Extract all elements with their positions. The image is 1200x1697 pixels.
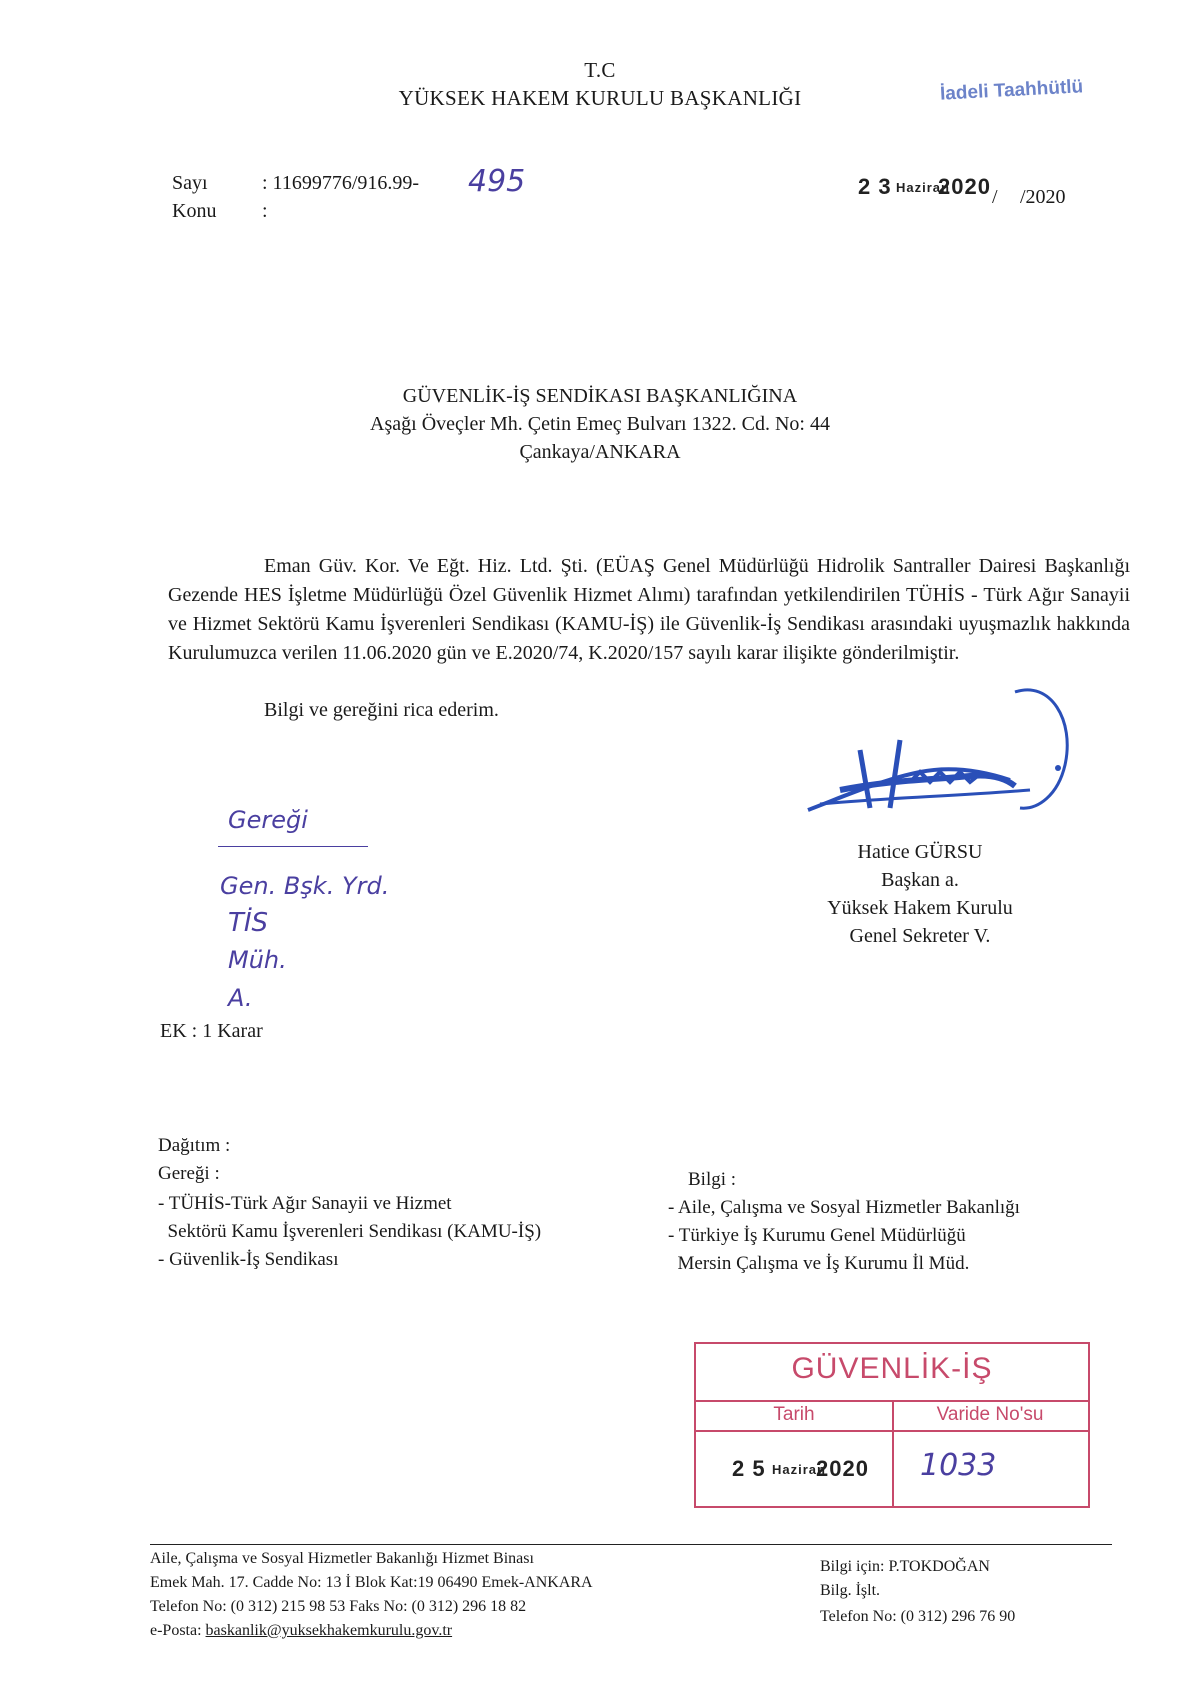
signatory-name: Hatice GÜRSU <box>857 841 983 863</box>
bilgi-item-1: - Aile, Çalışma ve Sosyal Hizmetler Bakanlığı <box>668 1197 1020 1218</box>
footer-email-row <box>150 1620 452 1642</box>
recipient-name: GÜVENLİK-İŞ SENDİKASI BAŞKANLIĞINA <box>402 385 798 407</box>
footer-info-title: Bilg. İşlt. <box>820 1582 881 1599</box>
distribution-label: Dağıtım : <box>158 1135 231 1156</box>
geregi-item-1: - TÜHİS-Türk Ağır Sanayii ve Hizmet <box>158 1193 452 1214</box>
date-slash: / <box>992 186 998 208</box>
konu-value: : <box>262 200 268 222</box>
header-institution: YÜKSEK HAKEM KURULU BAŞKANLIĞI <box>398 86 802 110</box>
receipt-stamp-date-header: Tarih <box>773 1404 815 1425</box>
recipient-address-line2: Çankaya/ANKARA <box>519 441 681 463</box>
footer-rule <box>150 1544 1112 1545</box>
receipt-stamp-title: GÜVENLİK-İŞ <box>791 1352 993 1385</box>
receipt-stamp <box>694 1342 1090 1508</box>
receipt-date-year: 2020 <box>816 1456 869 1481</box>
footer-info-for: Bilgi için: P.TOKDOĞAN <box>820 1558 990 1575</box>
header-tc: T.C <box>584 58 616 82</box>
body-closing: Bilgi ve gereğini rica ederim. <box>264 699 499 721</box>
geregi-item-2: Sektörü Kamu İşverenleri Sendikası (KAMU-İŞ) <box>158 1221 542 1242</box>
signatory-title1: Başkan a. <box>881 869 959 891</box>
receipt-date-month: Haziran <box>772 1462 826 1477</box>
footer-address-1: Aile, Çalışma ve Sosyal Hizmetler Bakanlığı Hizmet Binası <box>150 1550 534 1567</box>
handwritten-line4: Müh. <box>228 946 287 974</box>
geregi-item-3: - Güvenlik-İş Sendikası <box>158 1249 339 1270</box>
signatory-title3: Genel Sekreter V. <box>849 925 991 947</box>
receipt-stamp-column-divider <box>892 1400 894 1506</box>
recipient-address-line1: Aşağı Öveçler Mh. Çetin Emeç Bulvarı 1322. Cd. No: 44 <box>370 413 830 435</box>
sayi-handwritten-number: 495 <box>468 164 526 199</box>
date-stamp-year: 2020 <box>938 174 991 199</box>
signature-scribble <box>800 680 1120 850</box>
date-stamp-day: 2 3 <box>858 174 892 199</box>
bilgi-item-3: Mersin Çalışma ve İş Kurumu İl Müd. <box>668 1253 970 1274</box>
receipt-stamp-number-header: Varide No'su <box>936 1404 1044 1425</box>
handwritten-geregi: Gereği <box>228 806 308 834</box>
handwritten-underline <box>218 846 368 847</box>
footer-phone-fax: Telefon No: (0 312) 215 98 53 Faks No: (0 312) 296 18 82 <box>150 1598 527 1615</box>
footer-email-label: e-Posta: <box>150 1622 206 1639</box>
sayi-value: : 11699776/916.99- <box>262 172 420 194</box>
bilgi-item-2: - Türkiye İş Kurumu Genel Müdürlüğü <box>668 1225 966 1246</box>
handwritten-line2: Gen. Bşk. Yrd. <box>220 872 390 900</box>
date-printed-year: /2020 <box>1020 186 1066 208</box>
geregi-label: Gereği : <box>158 1163 220 1184</box>
attachment-note: EK : 1 Karar <box>160 1020 263 1042</box>
body-paragraph: Eman Güv. Kor. Ve Eğt. Hiz. Ltd. Şti. (EÜAŞ Genel Müdürlüğü Hidrolik Santraller Dairesi Başkanlığı Gezende HES İşletme Müdürlüğü Özel Güvenlik Hizmet Alımı) tarafından yetkilendirilen TÜHİS - Türk Ağır Sanayii ve Hizmet Sektörü Kamu İşverenleri Sendikası (KAMU-İŞ) ile Güvenlik-İş Sendikası arasındaki uyuşmazlık hakkında Kurulumuzca verilen 11.06.2020 gün ve E.2020/74, K.2020/157 sayılı karar ilişikte gönderilmiştir. <box>168 555 1130 664</box>
konu-label: Konu <box>172 200 217 222</box>
date-stamp-month: Haziran <box>896 180 950 195</box>
footer-info-phone: Telefon No: (0 312) 296 76 90 <box>820 1608 1016 1625</box>
registered-mail-stamp: İadeli Taahhütlü <box>939 76 1084 105</box>
bilgi-label: Bilgi : <box>688 1169 737 1190</box>
sayi-label: Sayı <box>172 172 208 194</box>
handwritten-line5: A. <box>228 984 253 1012</box>
receipt-date-day: 2 5 <box>732 1456 766 1481</box>
receipt-number-handwritten: 1033 <box>920 1448 997 1483</box>
signatory-title2: Yüksek Hakem Kurulu <box>827 897 1013 919</box>
handwritten-line3: TİS <box>228 908 269 938</box>
footer-email-link[interactable]: baskanlik@yuksekhakemkurulu.gov.tr <box>205 1622 453 1639</box>
footer-address-2: Emek Mah. 17. Cadde No: 13 İ Blok Kat:19 06490 Emek-ANKARA <box>150 1574 593 1591</box>
